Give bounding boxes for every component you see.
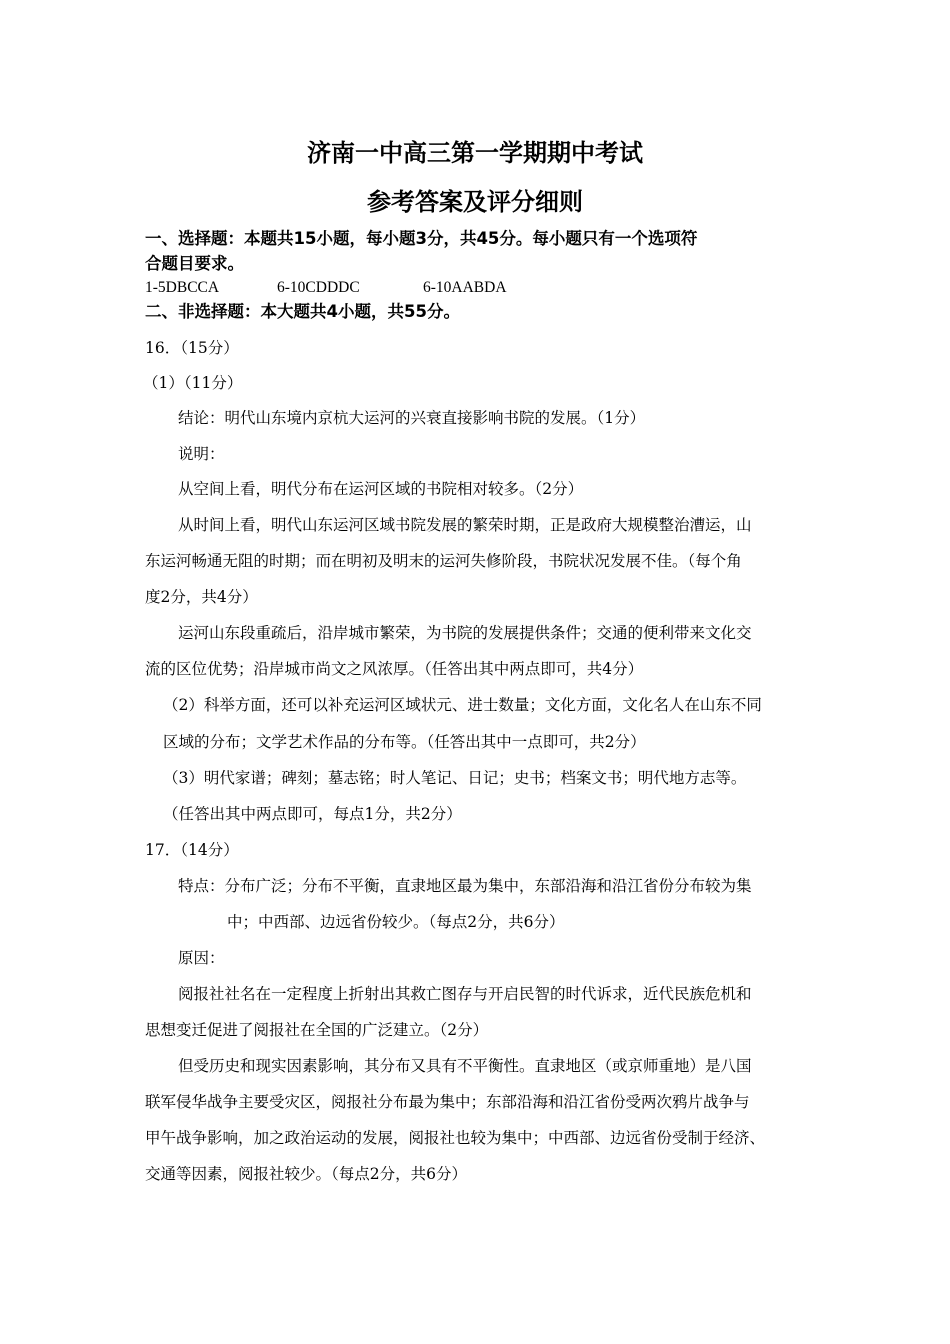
q16-time-line3: 度2分，共4分） [145,588,258,606]
section2-heading: 二、非选择题：本大题共4小题，共55分。 [145,302,460,321]
document-title: 济南一中高三第一学期期中考试 [307,139,643,167]
q16-part3-line1: （3）明代家谱；碑刻；墓志铭；时人笔记、日记；史书；档案文书；明代地方志等。 [163,769,747,787]
q17-feature-line2: 中；中西部、边远省份较少。（每点2分，共6分） [227,913,565,931]
q16-canal-line1: 运河山东段重疏后，沿岸城市繁荣，为书院的发展提供条件；交通的便利带来文化交 [178,624,752,642]
choice-answers [145,277,507,299]
section1-heading-line1: 一、选择题：本题共15小题，每小题3分，共45分。每小题只有一个选项符 [145,229,698,248]
q16-part2-line2: 区域的分布；文学艺术作品的分布等。（任答出其中一点即可，共2分） [163,733,646,751]
q16-part1-label: （1）（11分） [143,374,243,392]
q16-space: 从空间上看，明代分布在运河区域的书院相对较多。（2分） [178,480,584,498]
q16-explain-label: 说明： [178,445,225,463]
q17-reason-label: 原因： [178,949,225,967]
q17-label: 17．（14分） [145,841,239,859]
q17-feature-line1: 特点：分布广泛；分布不平衡，直隶地区最为集中，东部沿海和沿江省份分布较为集 [178,877,752,895]
q17-reason2-line3: 甲午战争影响，加之政治运动的发展，阅报社也较为集中；中西部、边远省份受制于经济、 [145,1129,766,1147]
q16-label: 16．（15分） [145,339,239,357]
q17-reason2-line1: 但受历史和现实因素影响，其分布又具有不平衡性。直隶地区（或京师重地）是八国 [178,1057,752,1075]
q16-part3-line2: （任答出其中两点即可，每点1分，共2分） [163,805,462,823]
q17-reason1-line2: 思想变迁促进了阅报社在全国的广泛建立。（2分） [145,1021,489,1039]
answers-group-2: 6-10CDDDC [277,279,360,296]
q16-time-line2: 东运河畅通无阻的时期；而在明初及明末的运河失修阶段，书院状况发展不佳。（每个角 [145,552,742,570]
q16-conclusion: 结论：明代山东境内京杭大运河的兴衰直接影响书院的发展。（1分） [178,409,646,427]
answers-group-3: 6-10AABDA [423,279,507,296]
answers-group-1: 1-5DBCCA [145,279,220,296]
q17-reason2-line2: 联军侵华战争主要受灾区，阅报社分布最为集中；东部沿海和沿江省份受两次鸦片战争与 [145,1093,750,1111]
q16-part2-line1: （2）科举方面，还可以补充运河区域状元、进士数量；文化方面，文化名人在山东不同 [163,696,762,714]
q17-reason2-line4: 交通等因素，阅报社较少。（每点2分，共6分） [145,1165,467,1183]
q17-reason1-line1: 阅报社社名在一定程度上折射出其救亡图存与开启民智的时代诉求，近代民族危机和 [178,985,752,1003]
q16-time-line1: 从时间上看，明代山东运河区域书院发展的繁荣时期，正是政府大规模整治漕运，山 [178,516,752,534]
document-subtitle: 参考答案及评分细则 [367,188,583,216]
section1-heading-line2: 合题目要求。 [145,254,244,273]
q16-canal-line2: 流的区位优势；沿岸城市尚文之风浓厚。（任答出其中两点即可，共4分） [145,660,644,678]
